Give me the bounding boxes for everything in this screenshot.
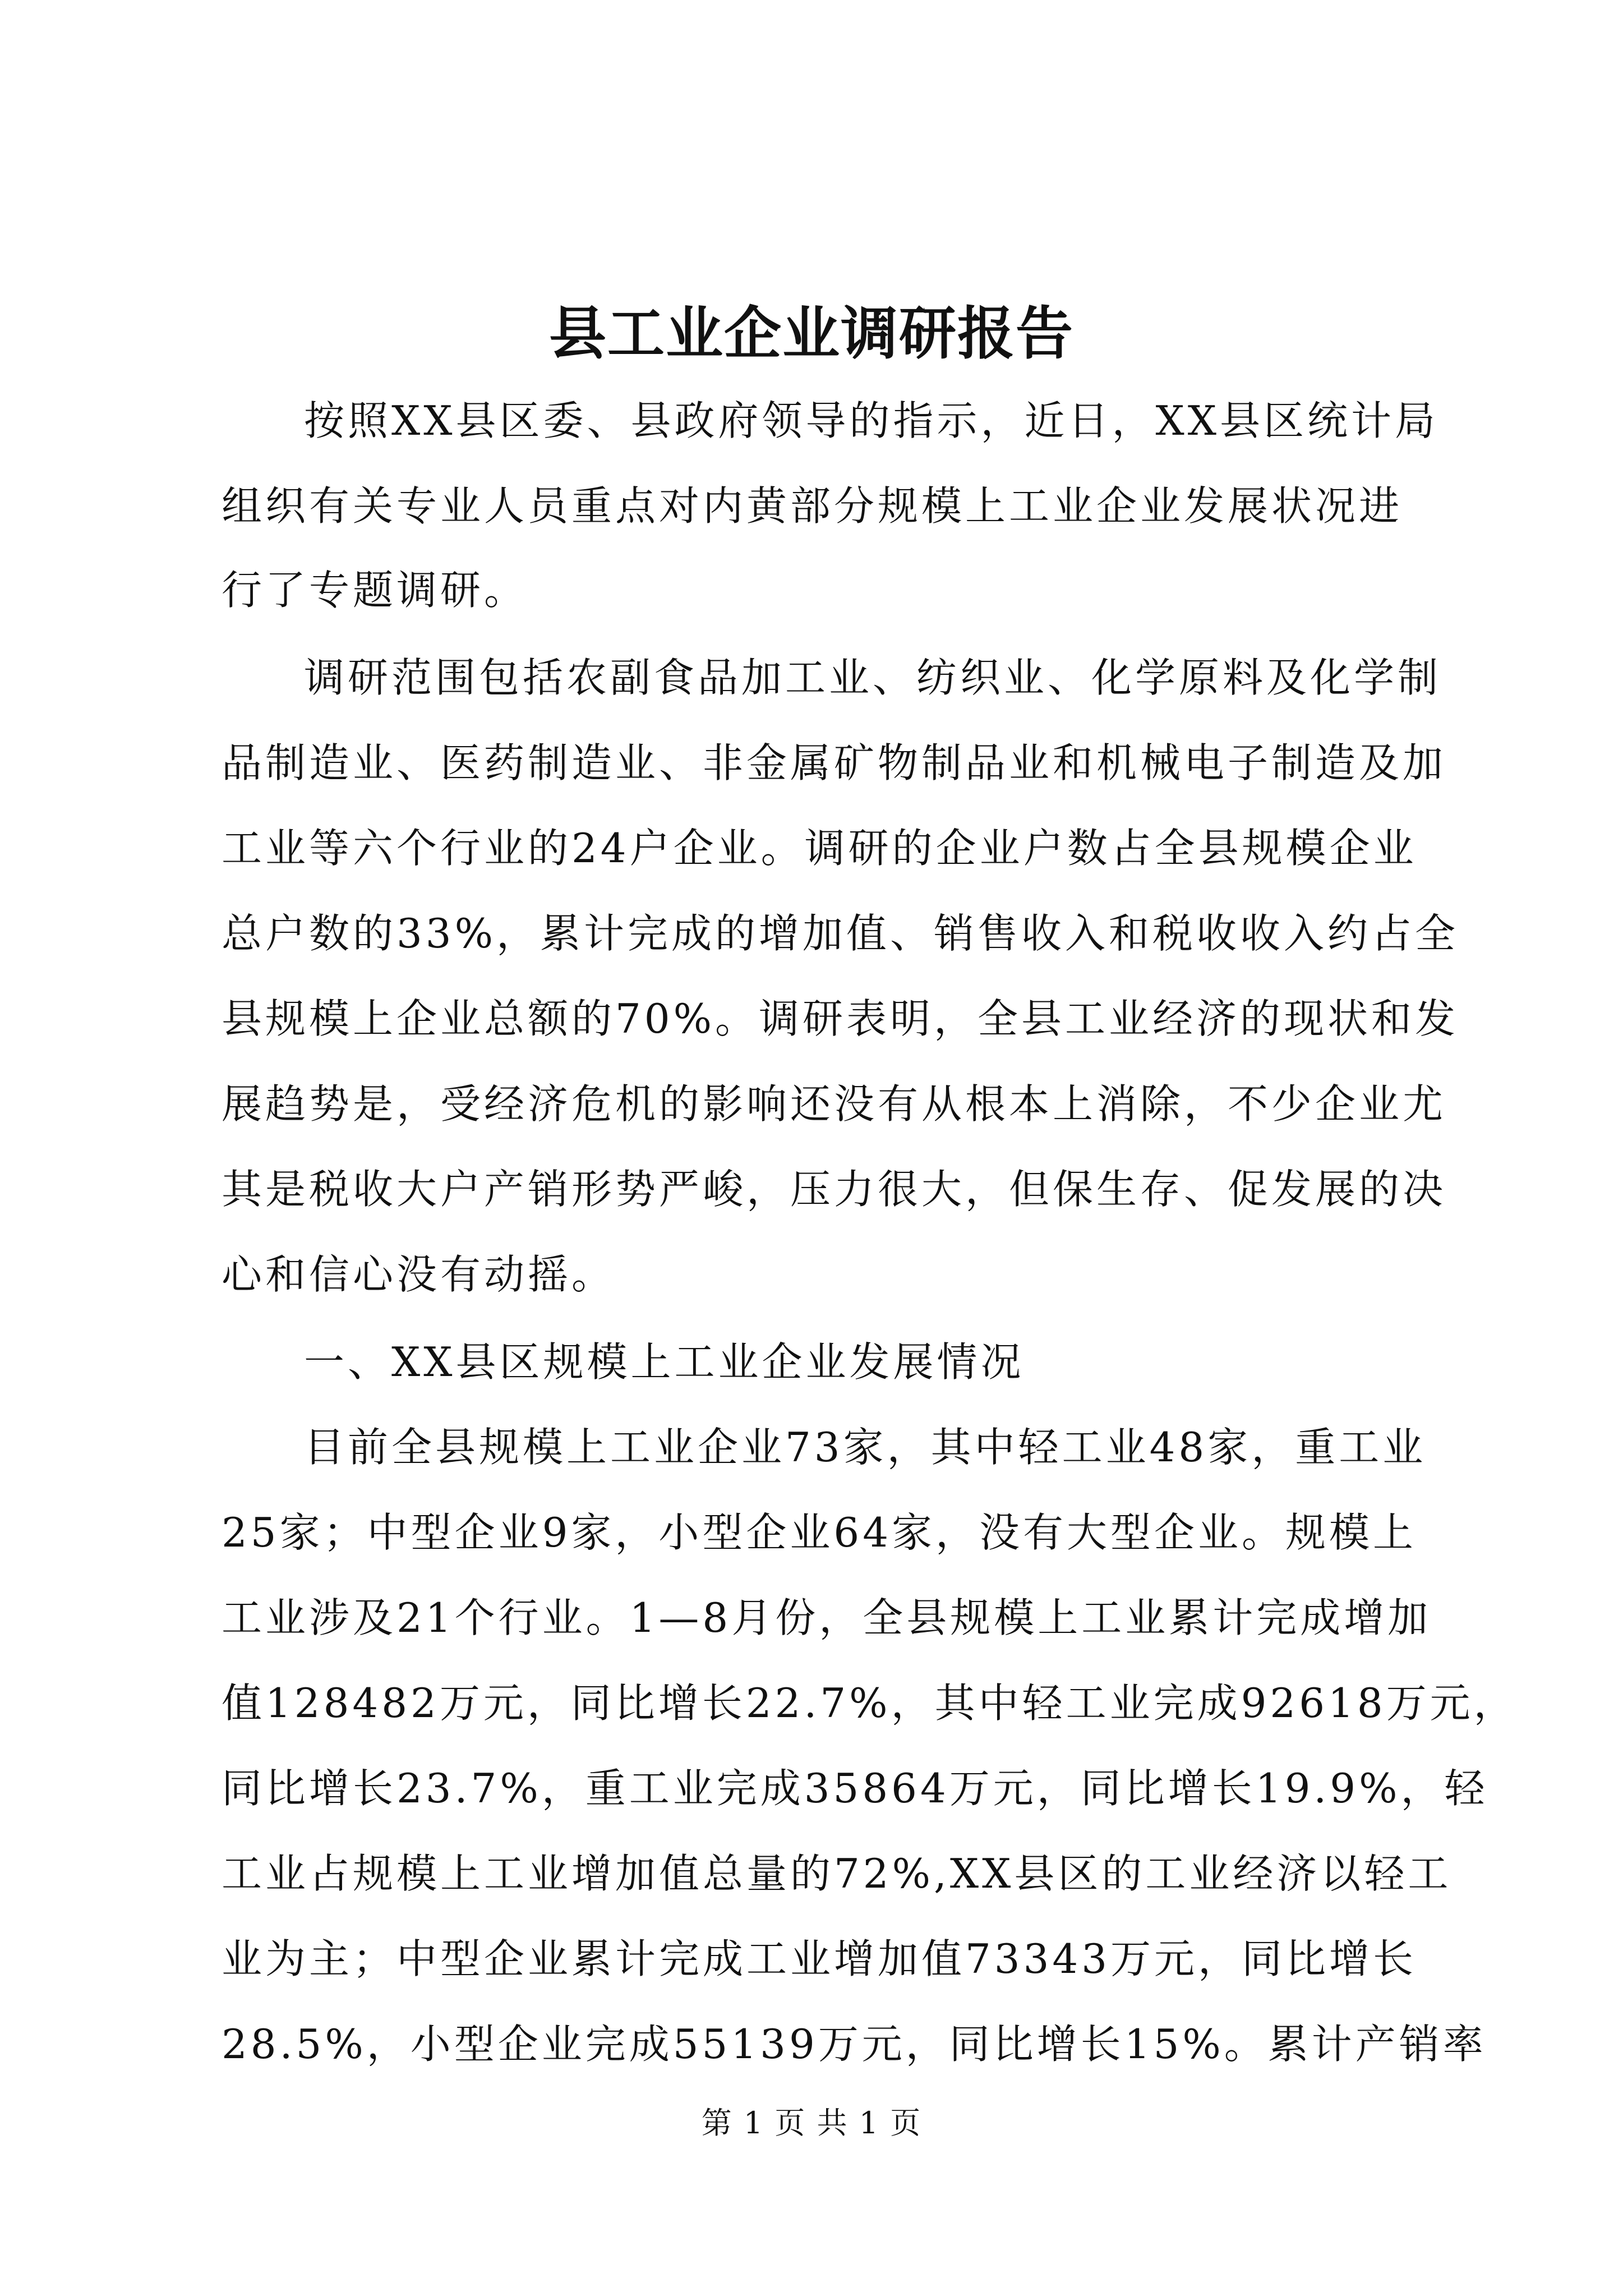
paragraph-line: 目前全县规模上工业企业73家，其中轻工业48家，重工业 [304, 1424, 1427, 1471]
paragraph-line: 其是税收大户产销形势严峻，压力很大，但保生存、促发展的决 [222, 1166, 1447, 1213]
paragraph-line: 同比增长23.7%，重工业完成35864万元，同比增长19.9%，轻 [222, 1765, 1488, 1812]
document-title: 县工业企业调研报告 [549, 300, 1074, 367]
paragraph-line: 工业占规模上工业增加值总量的72%,XX县区的工业经济以轻工 [222, 1850, 1452, 1897]
paragraph-line: 工业涉及21个行业。1—8月份，全县规模上工业累计完成增加 [222, 1594, 1432, 1641]
paragraph-line: 工业等六个行业的24户企业。调研的企业户数占全县规模企业 [222, 825, 1417, 872]
page-footer: 第 1 页 共 1 页 [701, 2105, 922, 2141]
paragraph-line: 总户数的33%，累计完成的增加值、销售收入和税收收入约占全 [222, 910, 1459, 957]
paragraph-line: 品制造业、医药制造业、非金属矿物制品业和机械电子制造及加 [222, 739, 1447, 786]
paragraph-line: 心和信心没有动摇。 [222, 1251, 616, 1298]
paragraph-line: 25家；中型企业9家，小型企业64家，没有大型企业。规模上 [222, 1509, 1417, 1556]
paragraph-line: 县规模上企业总额的70%。调研表明，全县工业经济的现状和发 [222, 995, 1459, 1042]
paragraph-line: 行了专题调研。 [222, 567, 528, 614]
paragraph-line: 组织有关专业人员重点对内黄部分规模上工业企业发展状况进 [222, 482, 1403, 530]
paragraph-line: 值128482万元，同比增长22.7%，其中轻工业完成92618万元， [222, 1680, 1518, 1727]
paragraph-line: 业为主；中型企业累计完成工业增加值73343万元，同比增长 [222, 1935, 1417, 1982]
section-heading-line: 一、XX县区规模上工业企业发展情况 [304, 1338, 1025, 1386]
paragraph-line: 28.5%，小型企业完成55139万元，同比增长15%。累计产销率 [222, 2021, 1487, 2068]
paragraph-line: 按照XX县区委、县政府领导的指示，近日，XX县区统计局 [304, 397, 1439, 444]
paragraph-line: 展趋势是，受经济危机的影响还没有从根本上消除，不少企业尤 [222, 1080, 1447, 1128]
paragraph-line: 调研范围包括农副食品加工业、纺织业、化学原料及化学制 [304, 654, 1442, 701]
